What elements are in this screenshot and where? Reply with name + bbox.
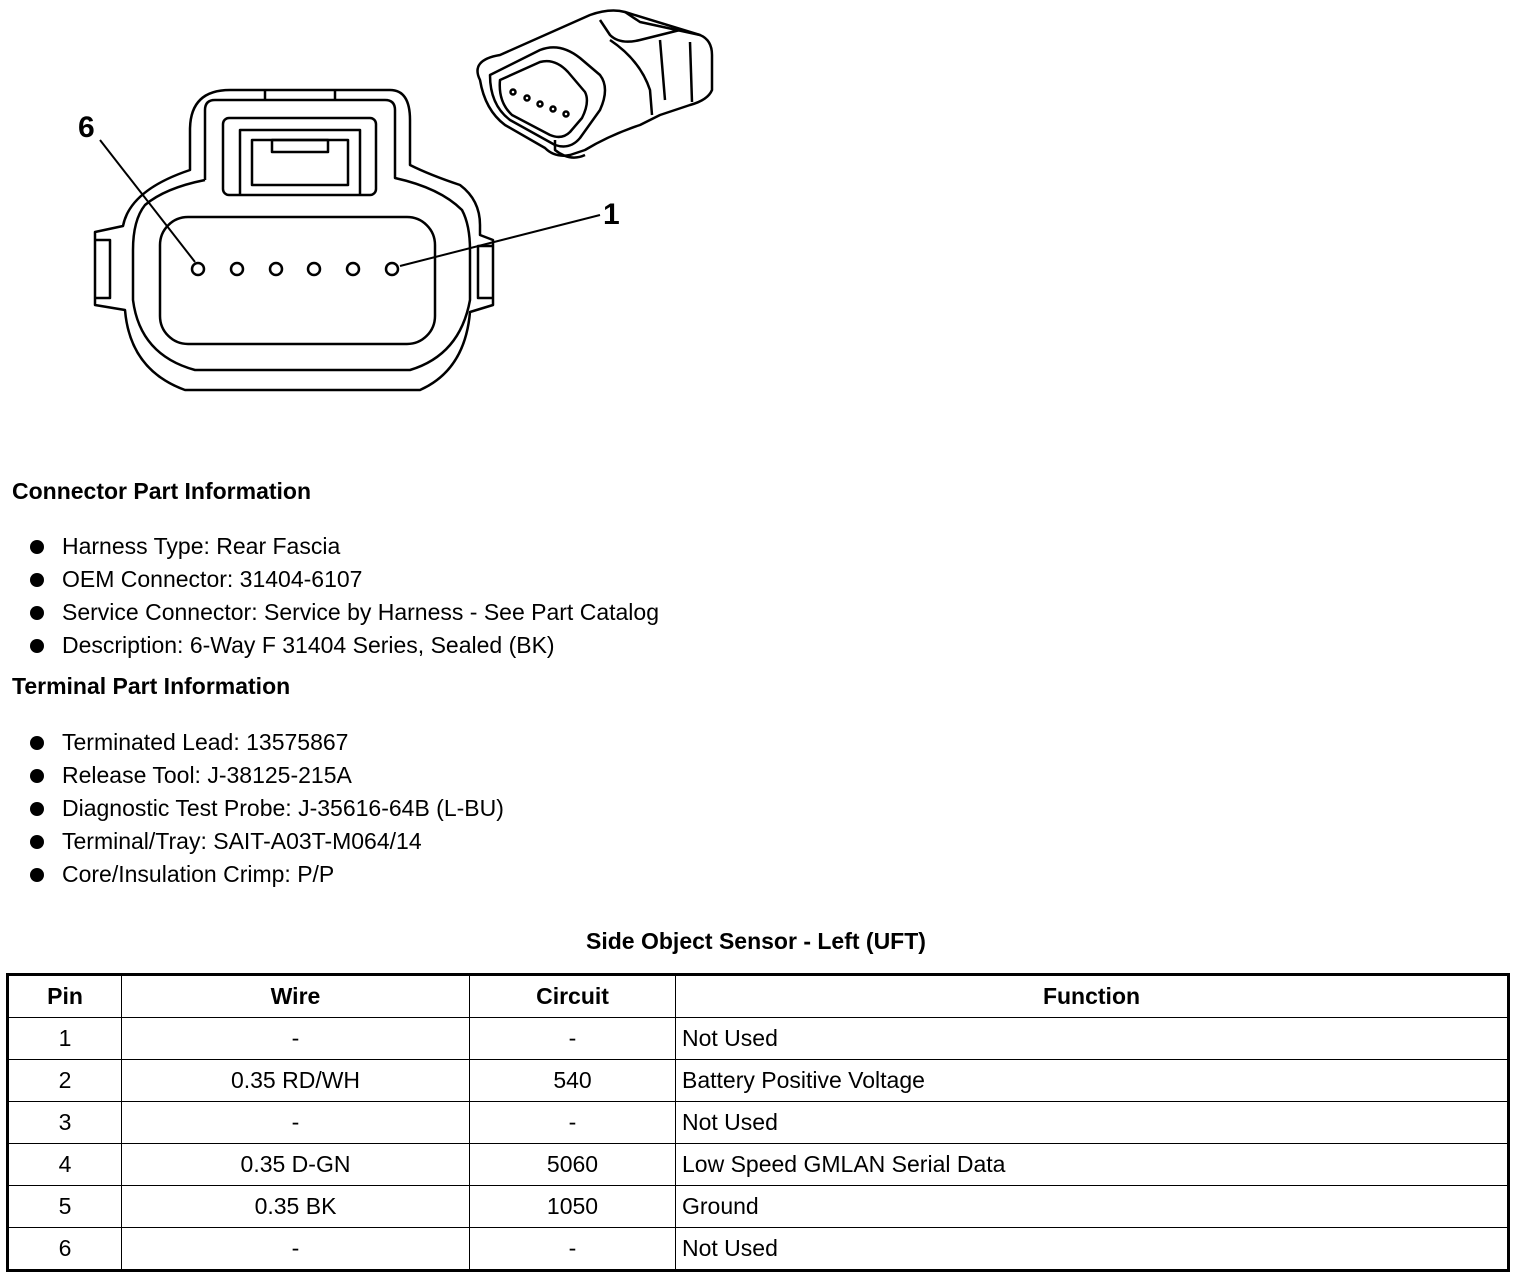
- list-item-text: Terminated Lead: 13575867: [62, 729, 349, 755]
- cell-circuit: -: [470, 1228, 676, 1271]
- cell-pin: 6: [8, 1228, 122, 1271]
- cell-wire: -: [122, 1018, 470, 1060]
- bullet-icon: [30, 802, 44, 816]
- list-item: [30, 825, 504, 858]
- cell-function: Low Speed GMLAN Serial Data: [676, 1144, 1509, 1186]
- list-item: [30, 726, 504, 759]
- column-header-circuit: Circuit: [470, 975, 676, 1018]
- cell-function: Not Used: [676, 1228, 1509, 1271]
- bullet-icon: [30, 868, 44, 882]
- bullet-icon: [30, 835, 44, 849]
- table-row: [8, 1102, 1509, 1144]
- connector-info-heading: Connector Part Information: [12, 478, 312, 504]
- list-item: [30, 596, 659, 629]
- table-header-row: [8, 975, 1509, 1018]
- pin-table: [6, 973, 1510, 1272]
- table-row: [8, 1144, 1509, 1186]
- cell-function: Not Used: [676, 1102, 1509, 1144]
- cell-circuit: -: [470, 1018, 676, 1060]
- cell-function: Not Used: [676, 1018, 1509, 1060]
- terminal-info-heading: Terminal Part Information: [12, 673, 291, 699]
- cell-wire: 0.35 BK: [122, 1186, 470, 1228]
- cell-circuit: -: [470, 1102, 676, 1144]
- connector-latch-inner: [252, 140, 348, 185]
- cell-circuit: 5060: [470, 1144, 676, 1186]
- list-item-text: Release Tool: J-38125-215A: [62, 762, 352, 788]
- list-item-text: Service Connector: Service by Harness - See Part Catalog: [62, 599, 659, 625]
- connector-info-list: [30, 530, 659, 662]
- cell-pin: 1: [8, 1018, 122, 1060]
- list-item-text: OEM Connector: 31404-6107: [62, 566, 363, 592]
- cell-pin: 4: [8, 1144, 122, 1186]
- cell-wire: -: [122, 1228, 470, 1271]
- pin-3: [308, 263, 320, 275]
- pin-table-title: Side Object Sensor - Left (UFT): [586, 928, 926, 954]
- table-row: [8, 1018, 1509, 1060]
- pin-6: [192, 263, 204, 275]
- list-item: [30, 858, 504, 891]
- bullet-icon: [30, 769, 44, 783]
- cell-wire: 0.35 D-GN: [122, 1144, 470, 1186]
- list-item-text: Harness Type: Rear Fascia: [62, 533, 341, 559]
- pin-cavity: [160, 217, 435, 344]
- cell-function: Ground: [676, 1186, 1509, 1228]
- terminal-info-list: [30, 726, 504, 891]
- cell-pin: 3: [8, 1102, 122, 1144]
- cell-wire: -: [122, 1102, 470, 1144]
- pin-2: [347, 263, 359, 275]
- callout-leader-6: [100, 140, 195, 262]
- callout-label-1: 1: [603, 198, 620, 231]
- table-row: [8, 1186, 1509, 1228]
- list-item: [30, 530, 659, 563]
- table-row: [8, 1060, 1509, 1102]
- connector-perspective-view: [478, 11, 713, 158]
- callout-label-6: 6: [78, 111, 95, 144]
- list-item-text: Diagnostic Test Probe: J-35616-64B (L-BU): [62, 795, 504, 821]
- column-header-pin: Pin: [8, 975, 122, 1018]
- cell-circuit: 540: [470, 1060, 676, 1102]
- cell-wire: 0.35 RD/WH: [122, 1060, 470, 1102]
- pin-4: [270, 263, 282, 275]
- list-item-text: Terminal/Tray: SAIT-A03T-M064/14: [62, 828, 422, 854]
- cell-pin: 2: [8, 1060, 122, 1102]
- list-item: [30, 629, 659, 662]
- callout-leader-1: [400, 215, 600, 266]
- column-header-function: Function: [676, 975, 1509, 1018]
- cell-function: Battery Positive Voltage: [676, 1060, 1509, 1102]
- cell-circuit: 1050: [470, 1186, 676, 1228]
- bullet-icon: [30, 540, 44, 554]
- bullet-icon: [30, 736, 44, 750]
- list-item: [30, 563, 659, 596]
- list-item: [30, 759, 504, 792]
- table-row: [8, 1228, 1509, 1271]
- list-item-text: Description: 6-Way F 31404 Series, Sealed (BK): [62, 632, 555, 658]
- cell-pin: 5: [8, 1186, 122, 1228]
- pin-5: [231, 263, 243, 275]
- column-header-wire: Wire: [122, 975, 470, 1018]
- bullet-icon: [30, 573, 44, 587]
- bullet-icon: [30, 639, 44, 653]
- connector-diagram: [0, 0, 760, 440]
- list-item: [30, 792, 504, 825]
- list-item-text: Core/Insulation Crimp: P/P: [62, 861, 335, 887]
- bullet-icon: [30, 606, 44, 620]
- pin-1: [386, 263, 398, 275]
